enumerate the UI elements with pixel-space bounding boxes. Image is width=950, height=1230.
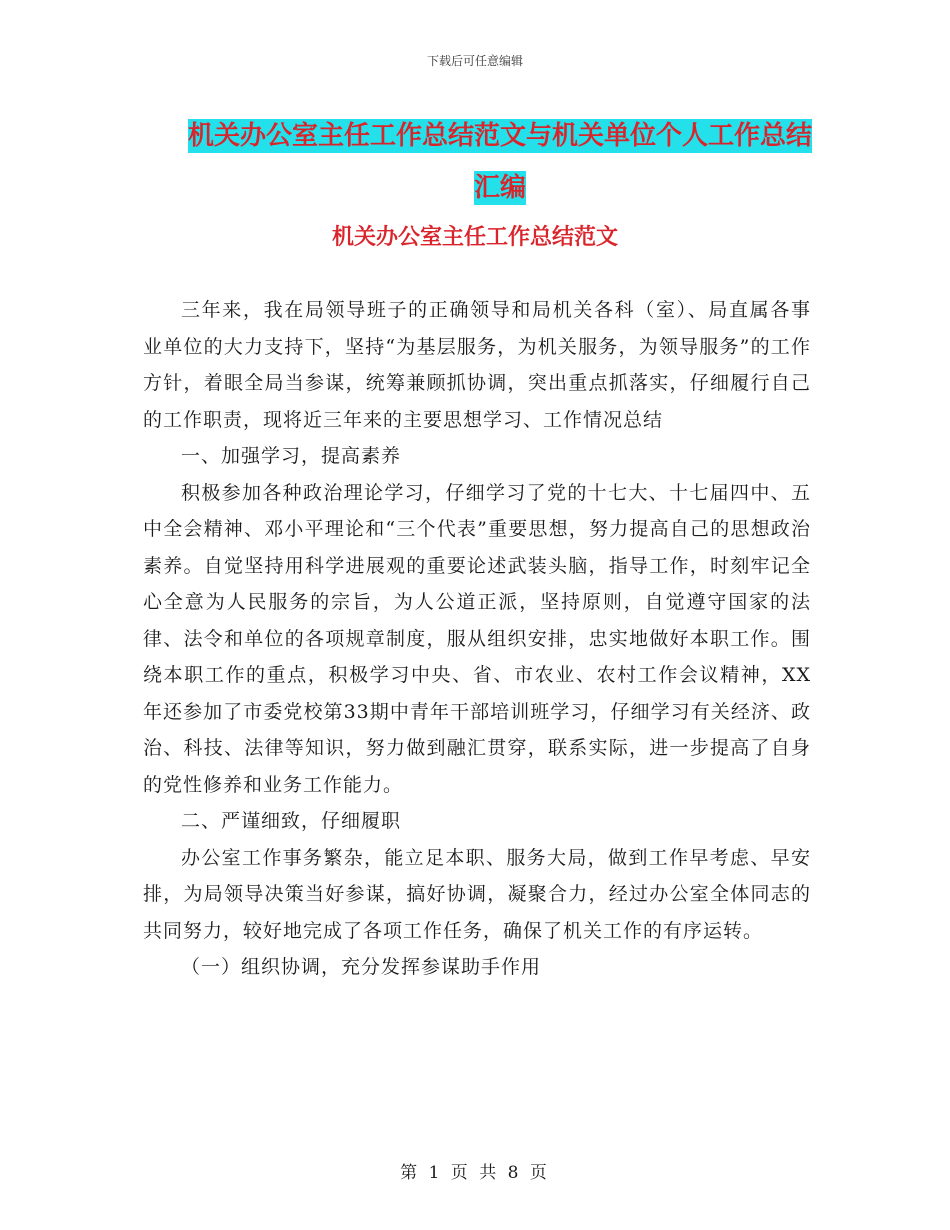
paragraph-intro: 三年来，我在局领导班子的正确领导和局机关各科（室）、局直属各事业单位的大力支持下，坚持“为基层服务，为机关服务，为领导服务”的工作方针，着眼全局当参谋，统筹兼顾抓协调，突出重点抓落实，仔细履行自己的工作职责，现将近三年来的主要思想学习、工作情况总结 bbox=[143, 299, 811, 431]
paragraph-study: 积极参加各种政治理论学习，仔细学习了党的十七大、十七届四中、五中全会精神、邓小平理论和“三个代表”重要思想，努力提高自己的思想政治素养。自觉坚持用科学进展观的重要论述武装头脑，指导工作，时刻牢记全心全意为人民服务的宗旨，为人公道正派，坚持原则，自觉遵守国家的法律、法令和单位的各项规章制度，服从组织安排，忠实地做好本职工作。围绕本职工作的重点，积极学习中央、省、市农业、农村工作会议精神，XX年还参加了市委党校第33期中青年干部培训班学习，仔细学习有关经济、政治、科技、法律等知识，努力做到融汇贯穿，联系实际，进一步提高了自身的党性修养和业务工作能力。 bbox=[143, 481, 811, 796]
document-title bbox=[180, 110, 820, 214]
heading-section-2: 二、严谨细致，仔细履职 bbox=[181, 810, 402, 832]
paragraph-duty: 办公室工作事务繁杂，能立足本职、服务大局，做到工作早考虑、早安排，为局领导决策当好参谋，搞好协调，凝聚合力，经过办公室全体同志的共同努力，较好地完成了各项工作任务，确保了机关工作的有序运转。 bbox=[143, 846, 811, 942]
heading-subsection-1: （一）组织协调，充分发挥参谋助手作用 bbox=[181, 956, 542, 978]
section-title: 机关办公室主任工作总结范文 bbox=[331, 224, 618, 250]
document-body bbox=[143, 292, 811, 986]
page-number: 第 1 页 共 8 页 bbox=[400, 1163, 550, 1183]
document-title-text: 机关办公室主任工作总结范文与机关单位个人工作总结汇编 bbox=[187, 121, 812, 203]
heading-section-1: 一、加强学习，提高素养 bbox=[181, 445, 402, 467]
header-note: 下载后可任意编辑 bbox=[426, 54, 523, 68]
